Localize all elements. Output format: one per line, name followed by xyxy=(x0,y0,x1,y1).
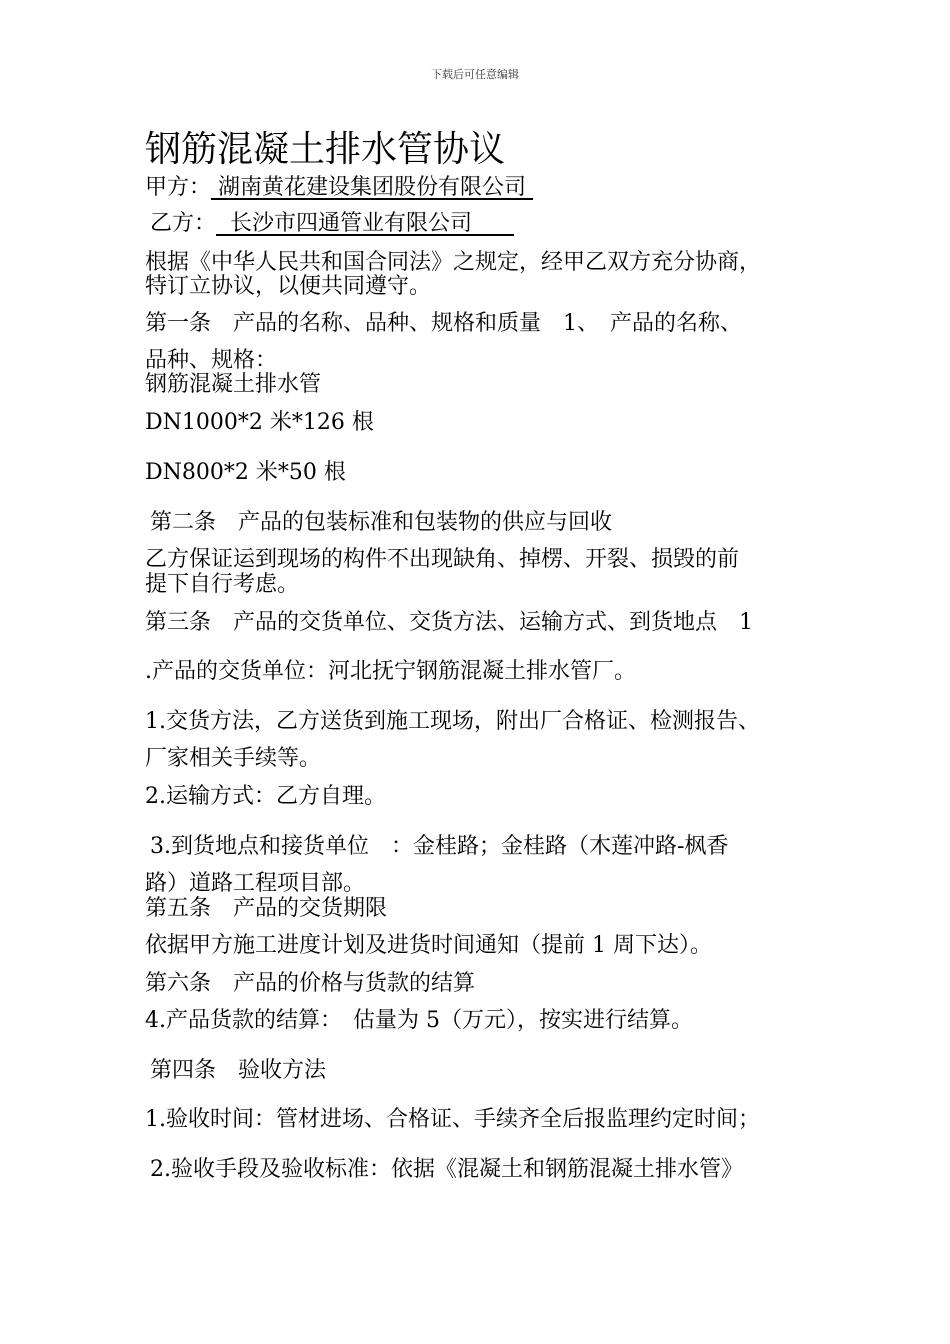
party-b-value: 长沙市四通管业有限公司 xyxy=(230,211,473,236)
article-5-heading: 第五条 产品的交货期限 xyxy=(145,896,388,921)
party-a-label: 甲方： xyxy=(145,175,212,200)
party-a-value: 湖南黄花建设集团股份有限公司 xyxy=(218,175,527,200)
article-6-text: 4.产品货款的结算： 估量为 5（万元），按实进行结算。 xyxy=(145,1008,693,1033)
product-name: 钢筋混凝土排水管 xyxy=(145,372,322,397)
article-4-text-1: 1.验收时间：管材进场、合格证、手续齐全后报监理约定时间； xyxy=(145,1107,760,1132)
party-b-line xyxy=(150,211,514,237)
spec-line-2: DN800*2 米*50 根 xyxy=(145,460,346,485)
article-3-text-2: 1.交货方法，乙方送货到施工现场，附出厂合格证、检测报告、 xyxy=(145,709,760,734)
page-header: 下载后可任意编辑 xyxy=(431,68,519,81)
article-2-text-2: 提下自行考虑。 xyxy=(145,572,300,597)
party-b-label: 乙方： xyxy=(150,211,217,236)
document-title: 钢筋混凝土排水管协议 xyxy=(145,129,506,170)
article-3-text-5: 3.到货地点和接货单位 ：金桂路；金桂路（木莲冲路-枫香 xyxy=(150,834,729,859)
article-3-text-3: 厂家相关手续等。 xyxy=(145,746,322,771)
party-a-line xyxy=(145,175,533,201)
article-3-heading: 第三条 产品的交货单位、交货方法、运输方式、到货地点 1 xyxy=(145,610,753,635)
intro-line-2: 特订立协议，以便共同遵守。 xyxy=(145,274,432,299)
article-2-heading: 第二条 产品的包装标准和包装物的供应与回收 xyxy=(150,510,613,535)
article-1-heading-cont: 品种、规格： xyxy=(145,348,278,373)
article-6-heading: 第六条 产品的价格与货款的结算 xyxy=(145,971,476,996)
spec-line-1: DN1000*2 米*126 根 xyxy=(145,410,374,435)
article-1-heading: 第一条 产品的名称、品种、规格和质量 1、 产品的名称、 xyxy=(145,311,742,336)
article-5-text: 依据甲方施工进度计划及进货时间通知（提前 1 周下达）。 xyxy=(145,933,712,958)
article-3-text-6: 路）道路工程项目部。 xyxy=(145,871,366,896)
article-4-heading: 第四条 验收方法 xyxy=(150,1058,327,1083)
article-3-text-4: 2.运输方式：乙方自理。 xyxy=(145,784,386,809)
article-2-text-1: 乙方保证运到现场的构件不出现缺角、掉楞、开裂、损毁的前 xyxy=(145,547,740,572)
intro-line-1: 根据《中华人民共和国合同法》之规定，经甲乙双方充分协商， xyxy=(145,250,762,275)
article-3-text-1: .产品的交货单位：河北抚宁钢筋混凝土排水管厂。 xyxy=(145,659,636,684)
article-4-text-2: 2.验收手段及验收标准：依据《混凝土和钢筋混凝土排水管》 xyxy=(150,1157,743,1182)
